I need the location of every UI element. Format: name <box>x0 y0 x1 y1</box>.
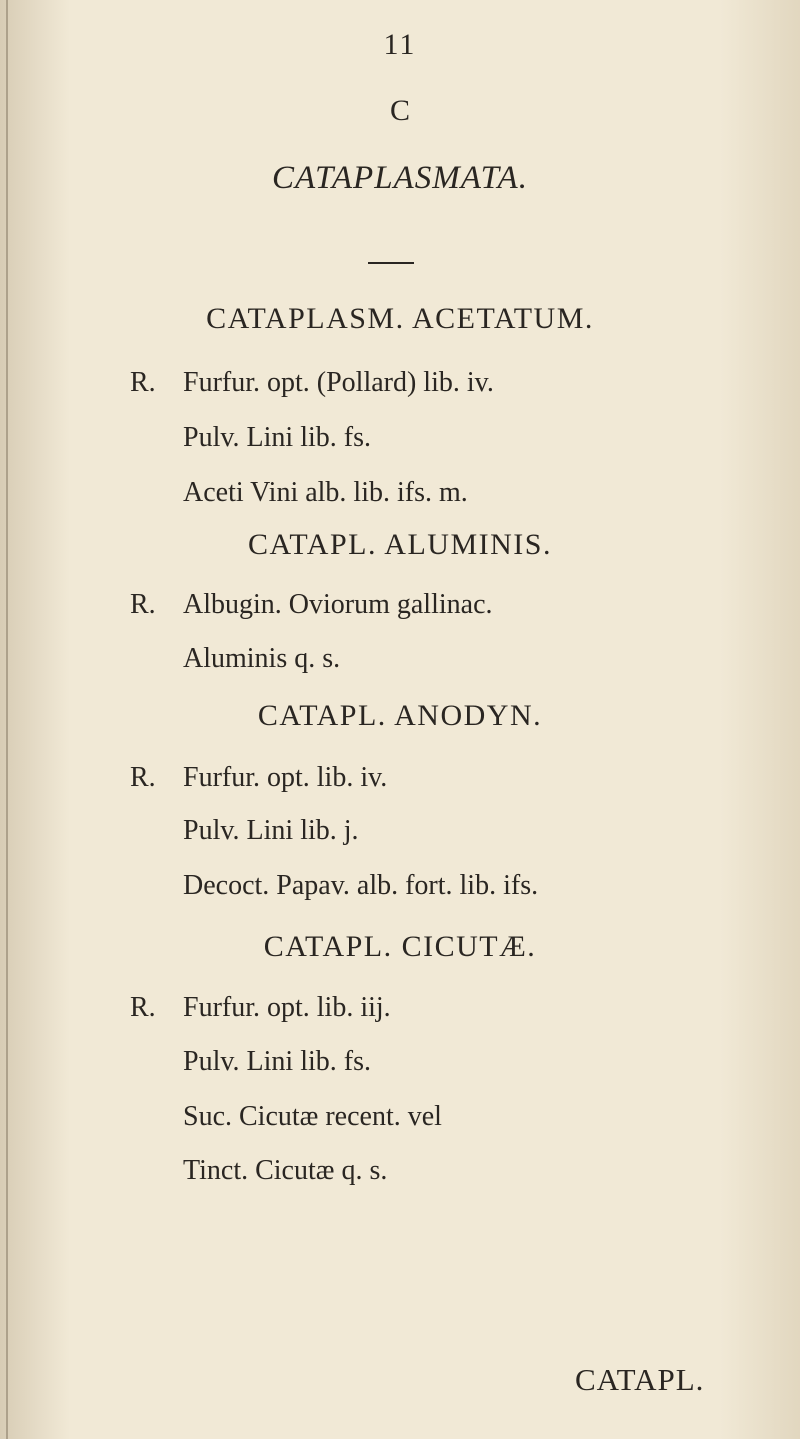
ingredient-line: Pulv. Lini lib. fs. <box>183 422 371 453</box>
ingredient-line: Aceti Vini alb. lib. ifs. m. <box>183 477 468 508</box>
ingredient-line: Pulv. Lini lib. fs. <box>183 1046 371 1077</box>
catchword: CATAPL. <box>575 1362 705 1397</box>
recipe-mark: R. <box>130 762 156 793</box>
recipe-mark: R. <box>130 367 156 398</box>
ingredient-line: Albugin. Oviorum gallinac. <box>183 589 493 620</box>
section-heading: CATAPL. ALUMINIS. <box>248 528 552 561</box>
page-number: 11 <box>383 28 417 61</box>
ingredient-line: Tinct. Cicutæ q. s. <box>183 1155 388 1186</box>
page-title: CATAPLASMATA. <box>272 160 528 196</box>
section-heading: CATAPLASM. ACETATUM. <box>206 302 594 335</box>
ingredient-line: Furfur. opt. lib. iv. <box>183 762 388 793</box>
ingredient-line: Decoct. Papav. alb. fort. lib. ifs. <box>183 870 539 901</box>
section-heading: CATAPL. CICUTÆ. <box>263 930 537 963</box>
section-heading: CATAPL. ANODYN. <box>257 699 543 732</box>
ingredient-line: Aluminis q. s. <box>183 643 341 674</box>
ingredient-line: Suc. Cicutæ recent. vel <box>183 1101 442 1132</box>
ingredient-line: Furfur. opt. (Pollard) lib. iv. <box>183 367 494 398</box>
title-rule <box>368 262 414 264</box>
recipe-mark: R. <box>130 992 156 1023</box>
signature-mark: C <box>389 94 410 127</box>
ingredient-line: Furfur. opt. lib. iij. <box>183 992 391 1023</box>
recipe-mark: R. <box>130 589 156 620</box>
ingredient-line: Pulv. Lini lib. j. <box>183 815 359 846</box>
